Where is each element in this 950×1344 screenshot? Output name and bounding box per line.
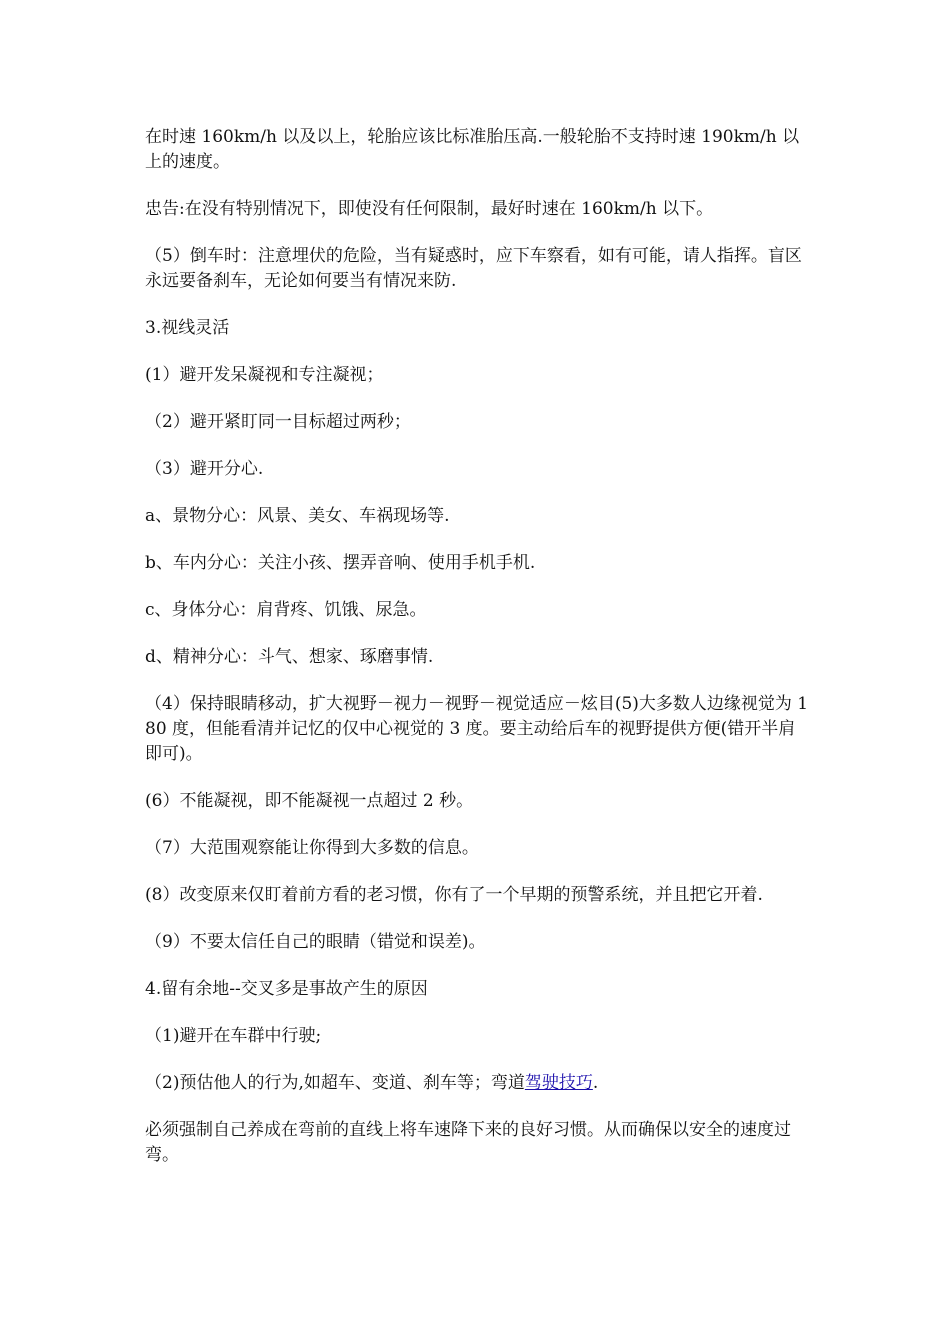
list-item-wide-observation: （7）大范围观察能让你得到大多数的信息。 xyxy=(145,838,479,858)
list-item-avoid-distraction: （3）避开分心. xyxy=(145,459,264,479)
document-body xyxy=(145,125,810,1190)
anticipate-text: （2)预估他人的行为,如超车、变道、刹车等；弯道 xyxy=(145,1073,525,1093)
heading-leave-room: 4.留有余地--交叉多是事故产生的原因 xyxy=(145,979,428,999)
list-item-scenery-distraction: a、景物分心：风景、美女、车祸现场等. xyxy=(145,506,450,526)
list-item-avoid-traffic-groups: （1)避开在车群中行驶; xyxy=(145,1026,322,1046)
list-item-avoid-fixation: （2）避开紧盯同一目标超过两秒； xyxy=(145,412,411,432)
paragraph-reversing: （5）倒车时：注意埋伏的危险，当有疑惑时，应下车察看，如有可能，请人指挥。盲区永远要备刹车，无论如何要当有情况来防. xyxy=(145,246,802,291)
list-item-distrust-eyes: （9）不要太信任自己的眼睛（错觉和误差)。 xyxy=(145,932,486,952)
list-item-physical-distraction: c、身体分心：肩背疼、饥饿、尿急。 xyxy=(145,600,427,620)
list-item-mental-distraction: d、精神分心：斗气、想家、琢磨事情. xyxy=(145,647,434,667)
anticipate-text-end: . xyxy=(592,1073,599,1093)
paragraph-tire-pressure: 在时速 160km/h 以及以上，轮胎应该比标准胎压高.一般轮胎不支持时速 190km/h 以上的速度。 xyxy=(145,127,800,172)
list-item-keep-eyes-moving: （4）保持眼睛移动，扩大视野－视力－视野－视觉适应－炫目(5)大多数人边缘视觉为 180 度，但能看清并记忆的仅中心视觉的 3 度。要主动给后车的视野提供方便(错开半肩即可)。 xyxy=(145,694,809,764)
list-item-anticipate-others xyxy=(145,1071,810,1096)
paragraph-slow-before-curve: 必须强制自己养成在弯前的直线上将车速降下来的良好习惯。从而确保以安全的速度过弯。 xyxy=(145,1120,791,1165)
list-item-change-habit: (8）改变原来仅盯着前方看的老习惯，你有了一个早期的预警系统，并且把它开着. xyxy=(145,885,763,905)
paragraph-speed-advice: 忠告:在没有特别情况下，即使没有任何限制，最好时速在 160km/h 以下。 xyxy=(145,199,714,219)
list-item-in-car-distraction: b、车内分心：关注小孩、摆弄音响、使用手机手机. xyxy=(145,553,536,573)
heading-flexible-vision: 3.视线灵活 xyxy=(145,318,230,338)
list-item-no-staring: (6）不能凝视，即不能凝视一点超过 2 秒。 xyxy=(145,791,474,811)
list-item-avoid-staring: (1）避开发呆凝视和专注凝视； xyxy=(145,365,384,385)
driving-tips-link[interactable]: 驾驶技巧 xyxy=(524,1073,593,1093)
